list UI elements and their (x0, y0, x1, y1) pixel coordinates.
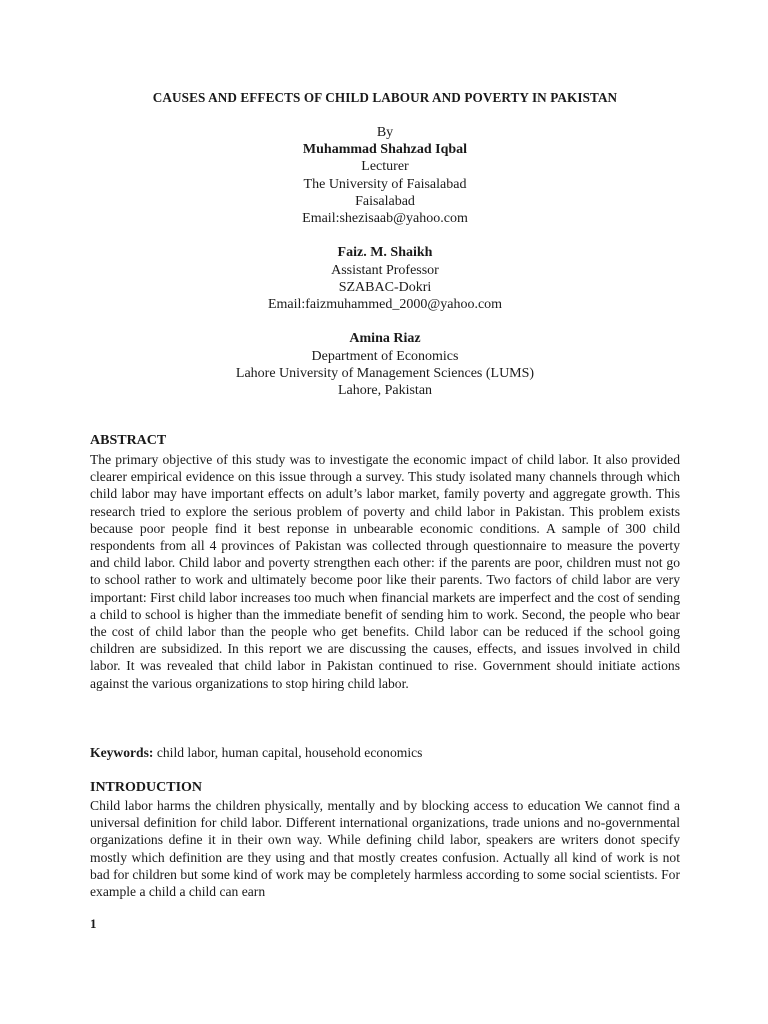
author-affiliation-line: Lahore, Pakistan (337, 383, 433, 399)
introduction-heading: INTRODUCTION (90, 780, 203, 795)
author-affiliation-line: The University of Faisalabad (303, 176, 467, 192)
introduction-body: Child labor harms the children physically, mentally and by blocking access to education We cannot find a universal definition for child labor. Different international organizations, trade unions and no-governmental organizations define it in their own way. While defining child labor, speakers are writers donot specify mostly which definition are they using and that mostly creates confusion. Actually all kind of work is not bad for children but some kind of work may be completely harmless according to some social scientists. For example a child a child can earn (90, 798, 680, 900)
author-name: Faiz. M. Shaikh (337, 245, 433, 261)
author-affiliation-line: Assistant Professor (331, 262, 439, 278)
spacer (90, 313, 680, 330)
keywords-line (90, 745, 422, 761)
keywords-label: Keywords: (90, 745, 154, 760)
page-number: 1 (90, 916, 97, 931)
by-line: By (376, 125, 394, 140)
author-affiliation-line: SZABAC-Dokri (338, 279, 432, 295)
author-affiliation-line: Lahore University of Management Sciences (LUMS) (235, 365, 535, 381)
author-name: Muhammad Shahzad Iqbal (302, 142, 468, 158)
author-affiliation-line: Lecturer (361, 159, 409, 175)
spacer (90, 227, 680, 244)
paper-title: CAUSES AND EFFECTS OF CHILD LABOUR AND POVERTY IN PAKISTAN (152, 90, 618, 105)
author-affiliation-line: Department of Economics (311, 348, 459, 364)
author-name: Amina Riaz (349, 331, 421, 347)
author-block (90, 124, 680, 399)
author-affiliation-line: Faisalabad (355, 193, 415, 209)
keywords-text: child labor, human capital, household economics (153, 745, 423, 760)
document-page (90, 0, 680, 1024)
author-email: Email:faizmuhammed_2000@yahoo.com (267, 297, 503, 313)
abstract-heading: ABSTRACT (90, 433, 167, 448)
author-email: Email:shezisaab@yahoo.com (302, 211, 468, 227)
abstract-body: The primary objective of this study was to investigate the economic impact of child labor. It also provided clearer empirical evidence on this issue through a survey. This study isolated many channels through which child labor may have important effects on adult’s labor market, family poverty and aggregate growth. This research tried to explore the serious problem of poverty and child labor in Pakistan. This problem exists because poor people find it best reponse in unbearable economic conditions. A sample of 300 child respondents from all 4 provinces of Pakistan was collected through questionnaire to measure the poverty and child labor. Child labor and poverty strengthen each other: if the parents are poor, children must not go to school rather to work and ultimately become poor like their parents. Two factors of child labor are very important: First child labor increases too much when financial markets are imperfect and the cost of sending a child to school is higher than the immediate benefit of sending him to work. Second, the people who bear the cost of child labor than the people who get benefits. Child labor can be reduced if the school going children are subsidized. In this report we are discussing the causes, effects, and issues involved in child labor. It was revealed that child labor in Pakistan continued to rise. Government should initiate actions against the various organizations to stop hiring child labor. (90, 452, 680, 691)
